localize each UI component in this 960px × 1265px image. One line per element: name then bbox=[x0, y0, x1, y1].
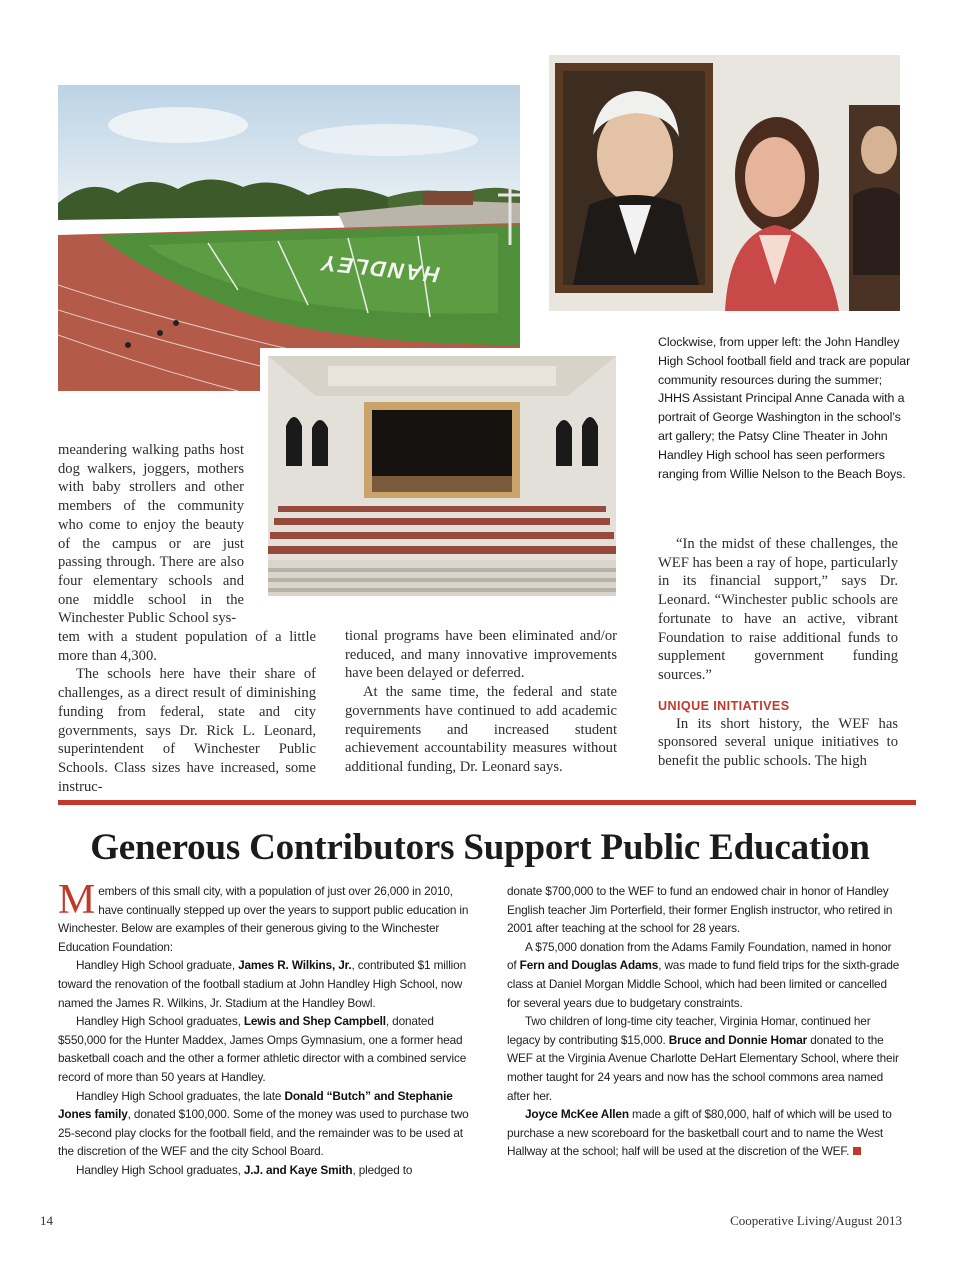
article-paragraph: tem with a student population of a little more than 4,300. bbox=[58, 629, 316, 664]
sidebar-paragraph: Joyce McKee Allen made a gift of $80,000, half of which will be used to purchase a new scoreboard for the basketball court and to name the West Hallway at the school; half will be used at the discretion of the WEF. bbox=[507, 1107, 892, 1159]
magazine-issue: Cooperative Living/August 2013 bbox=[730, 1213, 902, 1228]
article-column-2 bbox=[345, 627, 617, 777]
sidebar-paragraph: donate $700,000 to the WEF to fund an endowed chair in honor of Handley English teacher Jim Porterfield, their former English instructor, who retired in 2001 after teaching at the school for 28 years. bbox=[507, 884, 893, 936]
page-number: 14 bbox=[40, 1213, 53, 1228]
donor-name: J.J. and Kaye Smith bbox=[243, 1162, 353, 1177]
section-subhead: UNIQUE INITIATIVES bbox=[658, 698, 790, 713]
article-paragraph: “In the midst of these challenges, the WEF has been a ray of hope, particularly in its financial support,” says Dr. Leonard. “Winchester public schools are fortunate to have an active, vibrant Foundation to raise additional funds to supplement government funding sources.” bbox=[658, 536, 898, 683]
article-column-1 bbox=[58, 441, 316, 796]
sidebar-paragraph: Handley High School graduate, James R. Wilkins, Jr., contributed $1 million toward the renovation of the football stadium at John Handley High School, now named the James R. Wilkins, Jr. Stadium at the Handley Bowl. bbox=[58, 958, 466, 1010]
woman-face bbox=[745, 137, 805, 217]
section-divider bbox=[58, 800, 916, 805]
end-of-story-mark bbox=[853, 1147, 861, 1155]
stage-floor bbox=[372, 476, 512, 492]
article-paragraph: The schools here have their share of challenges, as a direct result of diminishing funding from federal, state and city governments, says Dr. Rick L. Leonard, superintendent of Winchester Public Schools. Class sizes have increased, some instruc- bbox=[58, 666, 316, 795]
sidebar-paragraph: Handley High School graduates, the late Donald “Butch” and Stephanie Jones family, donated $100,000. Some of the money was used to purchase two 25-second play clocks for the football field, and the remainder was to be used at the discretion of the WEF and the city School Board. bbox=[58, 1088, 469, 1159]
press-box bbox=[423, 191, 473, 205]
drop-cap: M bbox=[58, 877, 96, 923]
donor-name: Donald “Butch” and Stephanie Jones family bbox=[58, 1088, 453, 1122]
sidebar-paragraph: Two children of long-time city teacher, Virginia Homar, continued her legacy by contributing $15,000. Bruce and Donnie Homar donated to the WEF at the Virginia Avenue Charlotte DeHart Elementary School, where their mother taught for 24 years and now has the school commons area named after her. bbox=[507, 1014, 899, 1103]
sidebar-paragraph: Handley High School graduates, Lewis and Shep Campbell, donated $550,000 for the Hunter Maddex, James Omps Gymnasium, one a former head basketball coach and the other a former athletic director with a combined service record of more than 50 years at Handley. bbox=[58, 1014, 467, 1084]
end-zone-lettering: HANDLEY bbox=[315, 250, 444, 287]
article-paragraph: meandering walking paths host dog walkers, joggers, mothers with baby strollers and other members of the community who come to enjoy the beauty of the campus or are just passing through. There are also four elementary schools and one middle school in the Winchester Public School sys- bbox=[58, 442, 244, 627]
football-field-illustration bbox=[58, 85, 520, 391]
donor-name: James R. Wilkins, Jr. bbox=[238, 958, 352, 973]
art-gallery-photo bbox=[549, 55, 900, 311]
portrait-face bbox=[597, 107, 673, 203]
sidebar-column-1 bbox=[58, 877, 478, 1180]
sidebar-paragraph: Members of this small city, with a population of just over 26,000 in 2010, have continually stepped up over the years to support public education in Winchester. Below are examples of their generous giving to the Winchester Education Foundation: bbox=[58, 877, 469, 954]
article-paragraph: In its short history, the WEF has sponsored several unique initiatives to benefit the public schools. The high bbox=[658, 715, 898, 770]
sidebar-headline: Generous Contributors Support Public Education bbox=[90, 827, 870, 868]
article-paragraph: At the same time, the federal and state governments have continued to add academic requirements and increased student achievement accountability measures without additional funding, Dr. Leonard says. bbox=[345, 684, 617, 775]
donor-name: Bruce and Donnie Homar bbox=[668, 1032, 808, 1047]
football-field-photo bbox=[58, 85, 520, 391]
sidebar-paragraph: A $75,000 donation from the Adams Family Foundation, named in honor of Fern and Douglas Adams, was made to fund field trips for the sixth-grade class at Daniel Morgan Middle School, which had been limited or cancelled for several years due to budgetary constraints. bbox=[507, 939, 900, 1010]
sidebar-column-2 bbox=[507, 882, 901, 1161]
donor-name: Fern and Douglas Adams bbox=[519, 958, 659, 973]
theater-illustration bbox=[268, 356, 616, 596]
art-gallery-illustration bbox=[549, 55, 900, 311]
donor-name: Joyce McKee Allen bbox=[525, 1107, 629, 1122]
article-column-3 bbox=[658, 535, 898, 771]
article-paragraph: tional programs have been eliminated and/or reduced, and many innovative improvements have been delayed or deferred. bbox=[345, 628, 617, 682]
sidebar-paragraph: Handley High School graduates, J.J. and Kaye Smith, pledged to bbox=[76, 1162, 413, 1177]
donor-name: Lewis and Shep Campbell bbox=[243, 1014, 386, 1029]
photo-caption: Clockwise, from upper left: the John Handley High School football field and track are popular community resources during the summer; JHHS Assistant Principal Anne Canada with a portrait of George Washington in the school’s art gallery; the Patsy Cline Theater in John Handley High school has seen performers ranging from Willie Nelson to the Beach Boys. bbox=[658, 335, 911, 481]
